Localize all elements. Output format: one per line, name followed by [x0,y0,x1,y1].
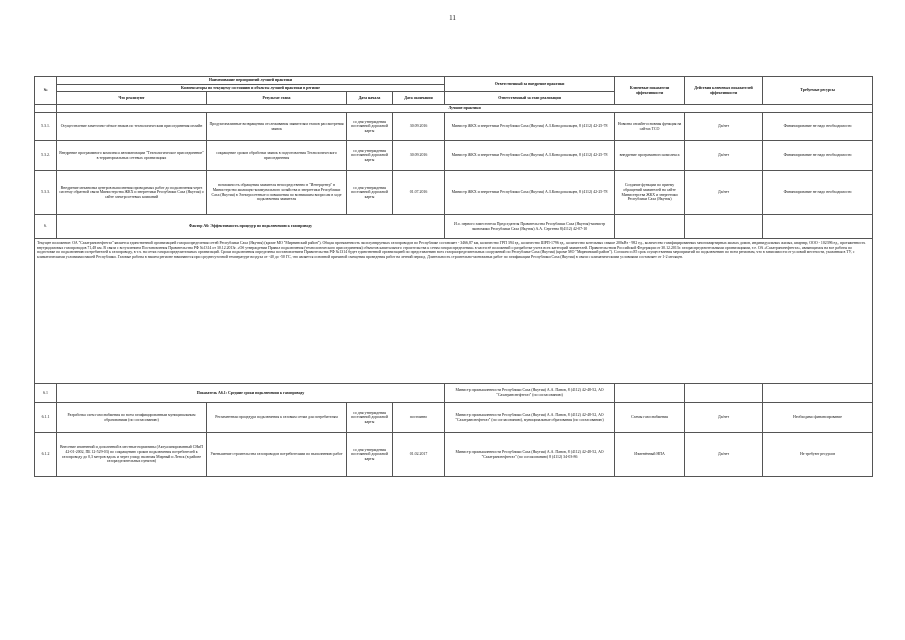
table-row [35,141,873,171]
current-state-description: Текущее положение: ОА "Сахатранснефтегаз" является единственной организацией газораспределения сетей Республики Саха (Якутия) (кроме МО "Мирнинский район"). Общая протяженность эксплуатируемых газопроводов по Республике составляет - 3466,87 км, количество ГРП 394 ед., количество ШРП-1796 ед., количество котельных свыше 200кВт - 982 ед., количество газифицированных многоквартирных жилых домов, индивидуальных жилых, квартир, ООО - 102396 ед., протяженность внутридомовых газопроводов 71,48 км. В связи с вступлением Постановления Правительства РФ №1314 от 30.12.2013г. «Об утверждении Правил подключения (технологического присоединения) объектов капитального строительства к сетям газораспределения» в части её положений о разработке учета всех категорий заявителей. Правительством Российской Федерации от 30.12.2013г. газораспределительными организациями, т.е. ОА «Сахатранснефтегаз», являющимся на все работы по подготовке по подключению потребителей к газопроводу, в т.ч. на сетях газораспределительных организаций. Сроки подключения определены постановлением Правительства РФ №1314 будет единственной организацией по представлению всех газораспределительных сооружений по Республике Саха (Якутия) (кроме МО "Мирнинский район"). Согласно п.85 срок осуществления мероприятий по подключению по всем регионам, что в зависимости от условий местности, указанная в ТУ, с климатическими условиями нашей Республики. Газовые работы в нашем регионе начинаются при среднесуточной температуре воздуха от -40 до -50 ГС, что является основной причиной смещения проведения работ на летний период. Длительность строительно-монтажных работ по газификации Республики Саха (Якутия) в связи с климатическими условиями составляет от 1-2 месяцев. [35,239,873,384]
row-actual: Да/нет [685,113,763,141]
row-actual: Да/нет [685,141,763,171]
row-kpi: Новизна онлайн-основная функция на сайтах ТСО [615,113,685,141]
table-row [35,403,873,433]
header-num: № [35,77,57,105]
row-resp: Министр промышленности Республики Саха (Якутия) А.А. Панов, 8 (4112) 42-48-52, АО "Сахатранснефтегаз" (по согласованию) 8 (4112) 34-03-86 [445,433,615,477]
row-start: со дня утверждения постоянной дорожной карты [347,113,393,141]
row-end: 30.09.2016 [393,113,445,141]
row-result: Регламентная процедура подключения к газовым сетям для потребителям [207,403,347,433]
factor-row [35,215,873,239]
row-kpi: Схемы газоснабжения [615,403,685,433]
row-end: 30.09.2016 [393,141,445,171]
table-row [35,433,873,477]
header-actual-values: Действия ключевых показателей эффективности [685,77,763,105]
row-kpi: Создание функции по приему обращений заявителей на сайте Министерства ЖКХ и энергетики Республики Саха (Якутия) [615,171,685,215]
row-resp: Министр ЖКХ и энергетики Республики Саха (Якутия) А.З.Конодопальцев, 8 (4112) 42-25-78 [445,113,615,141]
header-end: Дата окончания [393,92,445,105]
header-result: Результат этапа [207,92,347,105]
section-best-practices: Лучшие практики [57,105,873,113]
row-num: 5.3.2. [35,141,57,171]
row-num: 5.3.3. [35,171,57,215]
row-start: со дня утверждения постоянной дорожной карты [347,141,393,171]
table-row [35,171,873,215]
roadmap-table [34,76,873,477]
header-practice-title: Наименование мероприятий лучшей практики [57,77,445,85]
row-resources: Не требуют ресурсов [763,433,873,477]
header-key-indicators: Ключевые показатели эффективности [615,77,685,105]
row-result: Продуктоналивные возвращения отслеживания заявителям этапов рассмотрения заявок [207,113,347,141]
indicator-num: 6.1 [35,384,57,403]
row-resources: Финансирование не надо необходимости [763,113,873,141]
row-end: 01.02.2017 [393,433,445,477]
row-end: 01.07.2016 [393,171,445,215]
row-resources: Необходимо финансирование [763,403,873,433]
row-start: со дня утверждения постоянной дорожной карты [347,403,393,433]
header-start: Дата начала [347,92,393,105]
row-result: сокращение сроков обработки заявок в подготовления Технологического присоединения [207,141,347,171]
header-compensation-title: Компенсаторы по текущему состоянию и объекты лучшей практики в регионе [57,85,445,92]
description-row [35,239,873,384]
row-actual: Да/нет [685,433,763,477]
row-result: Уменьшение строительства газопроводов потребителями по выполнению работ [207,433,347,477]
factor-title: Фактор А6: Эффективность процедур по подключению к газопроводу [57,215,445,239]
header-resources: Требуемые ресурсы [763,77,873,105]
row-what: Внедрение механизма центров выполнения проводимых работ до подключения через систему обратной связи Министерства ЖКХ и энергетики Республики Саха (Якутия) о сайте электросетевых компаний [57,171,207,215]
row-resources: Финансирование не надо необходимости [763,141,873,171]
row-kpi: внедрение программного комплекса [615,141,685,171]
header-responsible: Ответственный за внедрение практики [445,77,615,92]
row-start: со дня утверждения постоянной дорожной карты [347,171,393,215]
indicator-row [35,384,873,403]
header-resp: Ответственный за этап реализации [445,92,615,105]
indicator-title: Показатель А6.1: Средние сроки подключения к газопроводу [57,384,445,403]
row-end: постоянно [393,403,445,433]
header-what: Что реализуют [57,92,207,105]
factor-num: 6. [35,215,57,239]
row-kpi: Изменённый НПА [615,433,685,477]
indicator-resp: Министр промышленности Республики Саха (Якутия) А.А. Панов, 8 (4112) 42-48-52, АО "Сахатранснефтегаз" (по согласованию) [445,384,615,403]
row-start: со дня утверждения постоянной дорожной карты [347,433,393,477]
row-what: Внедрение программного комплекса автоматизации "Технологическое присоединение" в территориальных сетевых организациях [57,141,207,171]
row-actual: Да/нет [685,171,763,215]
factor-resp: И.о. первого заместителя Председателя Правительства Республики Саха (Якутия)-министр экономики Республики Саха (Якутия) А.А. Сергеева 8(4112) 42-07-10 [445,215,615,239]
row-resp: Министр ЖКХ и энергетики Республики Саха (Якутия) А.З.Конодопальцев, 8 (4112) 42-25-78 [445,141,615,171]
page-number: 11 [449,14,456,22]
row-what: Осуществление заметочно-лёгкое знаков по технологическим присоединения онлайн [57,113,207,141]
row-num: 6.1.2 [35,433,57,477]
row-resp: Министр ЖКХ и энергетики Республики Саха (Якутия) А.З.Конодопальцев, 8 (4112) 42-25-78 [445,171,615,215]
row-num: 6.1.1 [35,403,57,433]
row-resp: Министр промышленности Республики Саха (Якутия) А.А. Панов, 8 (4112) 42-48-52, АО "Сахатранснефтегаз" (по согласованию), муниципальные образования (по согласованию) [445,403,615,433]
table-row [35,113,873,141]
row-what: Внесение изменений и дополнений в местные нормативы (Актуализированный СНиП 42-01-2002, ПБ 12-529-03) по сокращению сроков подключения потребителей к газопроводу до 0,3 метров вдоль и через улицу, включая Мирный и Ленск (в районе газоразделительных пунктов) [57,433,207,477]
row-result: возможность обращения заявителя непосредственно в "Интерцентр" в Министерство жилищно-коммунального хозяйства и энергетики Республики Саха (Якутия) в Электросетевые и повышения по возникшим вопросам в ходе подключения заявителя [207,171,347,215]
row-num: 5.3.1. [35,113,57,141]
row-resources: Финансирование не надо необходимости [763,171,873,215]
row-what: Разработка схем газоснабжения по всем газифицированным муниципальным образованиям (по согласованию) [57,403,207,433]
row-actual: Да/нет [685,403,763,433]
